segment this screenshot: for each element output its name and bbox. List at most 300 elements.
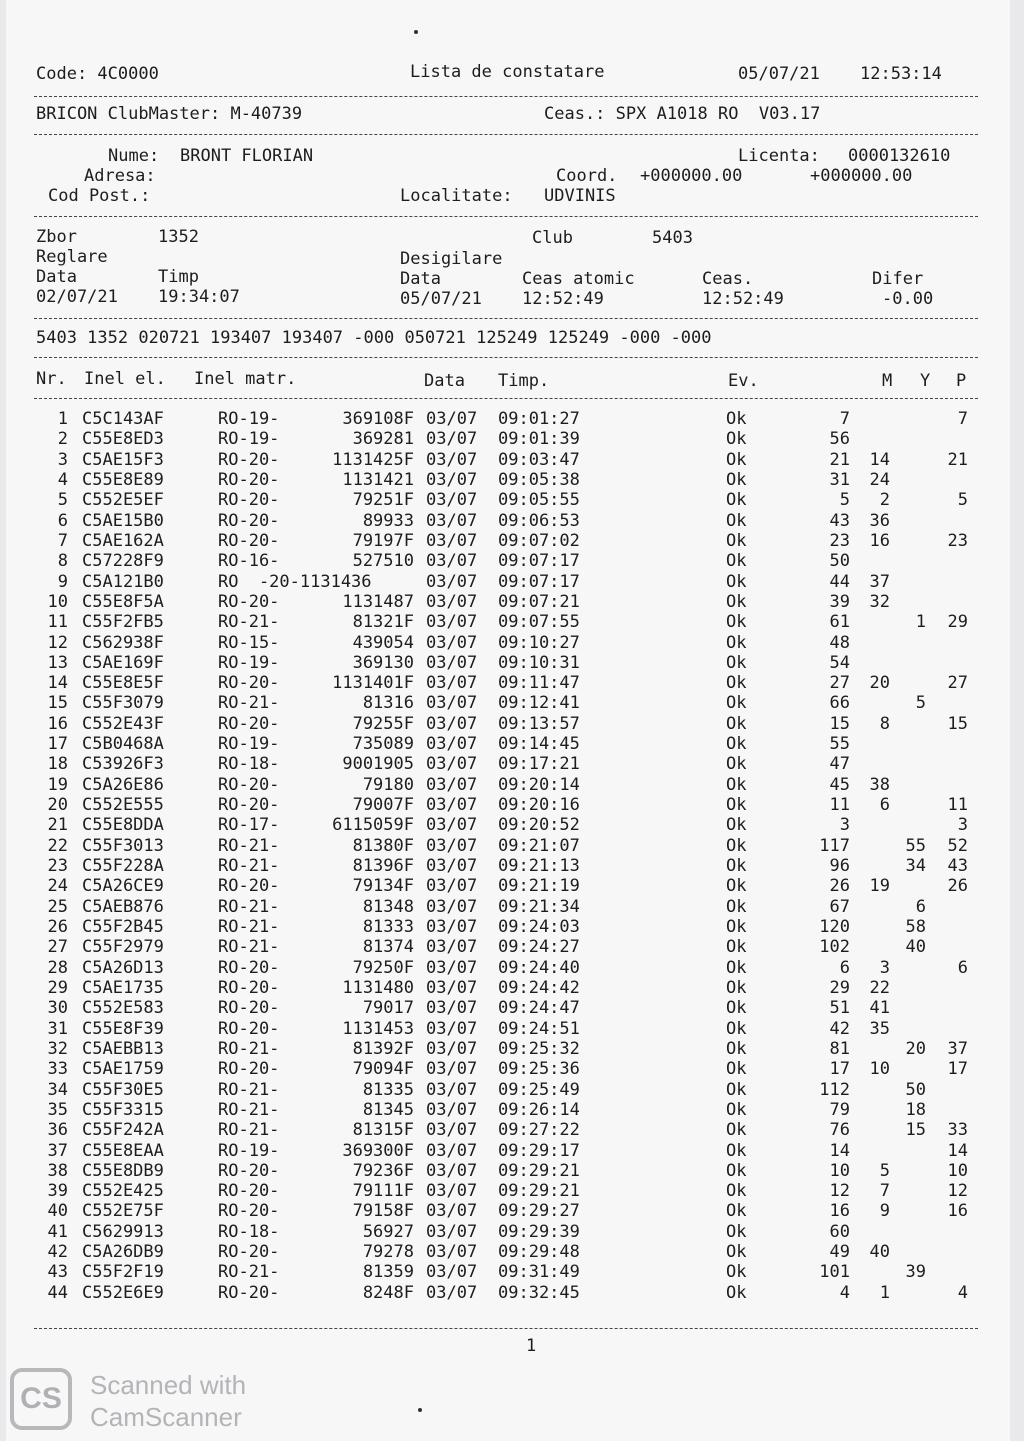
- score-p2: 27: [947, 673, 968, 694]
- arrival-time: 09:24:27: [498, 937, 580, 958]
- data-label: Data: [36, 267, 77, 287]
- table-row: [6, 1100, 1006, 1120]
- ring-number: 89933: [362, 510, 414, 531]
- ring-number: 1131480: [342, 977, 414, 998]
- event-status: Ok: [726, 612, 747, 633]
- score-p2: 29: [947, 612, 968, 633]
- score-p2: 17: [947, 1059, 968, 1080]
- table-row: [6, 1242, 1006, 1262]
- ring-number: 81345: [362, 1099, 414, 1120]
- ring-electronic: C55E8E5F: [82, 673, 164, 694]
- ring-electronic: C5A26D13: [82, 957, 164, 978]
- row-nr: 26: [47, 917, 68, 937]
- arrival-time: 09:01:27: [498, 409, 580, 429]
- ring-electronic: C55F242A: [82, 1120, 164, 1141]
- arrival-time: 09:24:47: [498, 998, 580, 1019]
- desigilare-ceas: 12:52:49: [702, 289, 784, 309]
- arrival-date: 03/07: [426, 591, 478, 612]
- ring-electronic: C552E43F: [82, 713, 164, 734]
- table-row: [6, 917, 1006, 937]
- arrival-date: 03/07: [426, 1242, 478, 1263]
- table-row: [6, 490, 1006, 510]
- timp-label: Timp: [158, 267, 199, 287]
- col-inel-el: Inel el.: [84, 369, 166, 389]
- score-m: 48: [829, 632, 850, 653]
- table-row: [6, 714, 1006, 734]
- ring-electronic: C55E8EAA: [82, 1140, 164, 1161]
- col-ev: Ev.: [728, 371, 759, 391]
- arrival-date: 03/07: [426, 1221, 478, 1242]
- ring-prefix: RO-18-: [218, 754, 280, 775]
- ring-number: 79236F: [352, 1160, 414, 1181]
- score-m: 101: [819, 1262, 850, 1283]
- ring-electronic: C55E8ED3: [82, 429, 164, 450]
- score-m: 15: [829, 713, 850, 734]
- ring-prefix: RO-20-: [218, 673, 280, 694]
- score-p2: 26: [947, 876, 968, 897]
- row-nr: 43: [47, 1262, 68, 1283]
- ring-electronic: C57228F9: [82, 551, 164, 572]
- scanner-text-line1: Scanned with: [90, 1370, 247, 1400]
- event-status: Ok: [726, 1079, 747, 1100]
- arrival-time: 09:21:07: [498, 835, 580, 856]
- arrival-date: 03/07: [426, 896, 478, 917]
- row-nr: 16: [47, 713, 68, 734]
- score-p2: 12: [947, 1181, 968, 1202]
- score-p2: 52: [947, 835, 968, 856]
- ring-prefix: RO-18-: [218, 1221, 280, 1242]
- event-status: Ok: [726, 957, 747, 978]
- score-m: 44: [829, 571, 850, 592]
- arrival-time: 09:05:55: [498, 490, 580, 511]
- ring-number: 79017: [362, 998, 414, 1019]
- score-m: 31: [829, 469, 850, 490]
- score-m: 16: [829, 1201, 850, 1222]
- score-p2: 43: [947, 856, 968, 877]
- ring-electronic: C5A121B0: [82, 571, 164, 592]
- table-row: [6, 1141, 1006, 1161]
- ring-electronic: C5AE1735: [82, 977, 164, 998]
- ring-prefix: RO-21-: [218, 612, 280, 633]
- row-nr: 3: [57, 449, 68, 470]
- row-nr: 44: [47, 1282, 68, 1303]
- arrival-date: 03/07: [426, 998, 478, 1019]
- score-y: 24: [869, 469, 890, 490]
- event-status: Ok: [726, 429, 747, 450]
- table-row: [6, 836, 1006, 856]
- event-status: Ok: [726, 1221, 747, 1242]
- score-m: 61: [829, 612, 850, 633]
- speck: [414, 30, 418, 34]
- score-y: 3: [879, 957, 890, 978]
- ring-electronic: C5A26CE9: [82, 876, 164, 897]
- row-nr: 10: [47, 591, 68, 612]
- score-p2: 16: [947, 1201, 968, 1222]
- codpost-label: Cod Post.:: [48, 186, 151, 206]
- localitate-value: UDVINIS: [544, 186, 616, 206]
- table-row: [6, 795, 1006, 815]
- ring-prefix: RO-15-: [218, 632, 280, 653]
- row-nr: 42: [47, 1242, 68, 1263]
- row-nr: 22: [47, 835, 68, 856]
- arrival-time: 09:24:40: [498, 957, 580, 978]
- ring-prefix: RO-20-: [218, 795, 280, 816]
- arrival-time: 09:21:13: [498, 856, 580, 877]
- score-y: 22: [869, 977, 890, 998]
- score-m: 12: [829, 1181, 850, 1202]
- event-status: Ok: [726, 510, 747, 531]
- score-p2: 15: [947, 713, 968, 734]
- score-p2: 21: [947, 449, 968, 470]
- document-title: Lista de constatare: [410, 62, 605, 82]
- score-y: 36: [869, 510, 890, 531]
- score-p1: 5: [915, 693, 926, 714]
- event-status: Ok: [726, 1099, 747, 1120]
- score-m: 55: [829, 734, 850, 755]
- score-m: 29: [829, 977, 850, 998]
- score-m: 7: [839, 409, 850, 429]
- row-nr: 15: [47, 693, 68, 714]
- row-nr: 29: [47, 977, 68, 998]
- ring-number: 369130: [352, 652, 414, 673]
- arrival-date: 03/07: [426, 1059, 478, 1080]
- arrival-time: 09:07:55: [498, 612, 580, 633]
- ring-number: 81396F: [352, 856, 414, 877]
- ring-prefix: RO-20-: [218, 876, 280, 897]
- arrival-time: 09:05:38: [498, 469, 580, 490]
- table-row: [6, 1283, 1006, 1303]
- ring-number: 81335: [362, 1079, 414, 1100]
- arrival-time: 09:03:47: [498, 449, 580, 470]
- row-nr: 13: [47, 652, 68, 673]
- score-m: 66: [829, 693, 850, 714]
- arrival-date: 03/07: [426, 876, 478, 897]
- score-p1: 6: [915, 896, 926, 917]
- reglare-data: 02/07/21: [36, 287, 118, 307]
- ring-prefix: RO-17-: [218, 815, 280, 836]
- score-p1: 40: [905, 937, 926, 958]
- desigilare-data: 05/07/21: [400, 289, 482, 309]
- score-p1: 55: [905, 835, 926, 856]
- score-p2: 23: [947, 530, 968, 551]
- arrival-date: 03/07: [426, 937, 478, 958]
- row-nr: 17: [47, 734, 68, 755]
- event-status: Ok: [726, 774, 747, 795]
- ring-electronic: C55E8F39: [82, 1018, 164, 1039]
- localitate-label: Localitate:: [400, 186, 513, 206]
- ring-electronic: C5AE1759: [82, 1059, 164, 1080]
- event-status: Ok: [726, 1262, 747, 1283]
- ring-prefix: RO-20-: [218, 490, 280, 511]
- table-row: [6, 1201, 1006, 1221]
- row-nr: 12: [47, 632, 68, 653]
- arrival-time: 09:07:21: [498, 591, 580, 612]
- arrival-date: 03/07: [426, 1262, 478, 1283]
- arrival-date: 03/07: [426, 1018, 478, 1039]
- reglare-timp: 19:34:07: [158, 287, 240, 307]
- event-status: Ok: [726, 1018, 747, 1039]
- arrival-time: 09:25:36: [498, 1059, 580, 1080]
- arrival-date: 03/07: [426, 1120, 478, 1141]
- divider: [34, 357, 978, 358]
- ring-electronic: C5B0468A: [82, 734, 164, 755]
- table-row: [6, 958, 1006, 978]
- score-m: 81: [829, 1038, 850, 1059]
- ring-number: 79197F: [352, 530, 414, 551]
- ring-electronic: C5A26DB9: [82, 1242, 164, 1263]
- arrival-time: 09:25:49: [498, 1079, 580, 1100]
- event-status: Ok: [726, 896, 747, 917]
- table-row: [6, 409, 1006, 429]
- row-nr: 31: [47, 1018, 68, 1039]
- score-m: 42: [829, 1018, 850, 1039]
- table-row: [6, 572, 1006, 592]
- licenta-label: Licenta:: [738, 146, 820, 166]
- table-row: [6, 592, 1006, 612]
- ring-electronic: C5AEBB13: [82, 1038, 164, 1059]
- licenta-value: 0000132610: [848, 146, 951, 166]
- print-date: 05/07/21: [738, 64, 820, 84]
- row-nr: 21: [47, 815, 68, 836]
- ring-prefix: RO-20-: [218, 1018, 280, 1039]
- ring-prefix: RO-20-: [218, 998, 280, 1019]
- row-nr: 25: [47, 896, 68, 917]
- event-status: Ok: [726, 734, 747, 755]
- zbor-label: Zbor: [36, 227, 77, 247]
- ring-electronic: C55F3315: [82, 1099, 164, 1120]
- arrival-time: 09:07:17: [498, 571, 580, 592]
- ring-electronic: C552E425: [82, 1181, 164, 1202]
- row-nr: 5: [57, 490, 68, 511]
- score-y: 16: [869, 530, 890, 551]
- ring-number: 81321F: [352, 612, 414, 633]
- arrival-time: 09:10:31: [498, 652, 580, 673]
- col-timp: Timp.: [498, 371, 550, 391]
- ring-prefix: RO-21-: [218, 1079, 280, 1100]
- arrival-time: 09:29:21: [498, 1160, 580, 1181]
- ring-electronic: C55F2F19: [82, 1262, 164, 1283]
- event-status: Ok: [726, 1201, 747, 1222]
- score-p2: 6: [957, 957, 968, 978]
- row-nr: 7: [57, 530, 68, 551]
- score-m: 76: [829, 1120, 850, 1141]
- coord-label: Coord.: [556, 166, 618, 186]
- arrival-date: 03/07: [426, 429, 478, 450]
- club-label: Club: [532, 228, 573, 248]
- row-nr: 27: [47, 937, 68, 958]
- ring-number: 81315F: [352, 1120, 414, 1141]
- row-nr: 14: [47, 673, 68, 694]
- nume-label: Nume:: [108, 146, 160, 166]
- score-y: 9: [879, 1201, 890, 1222]
- score-y: 5: [879, 1160, 890, 1181]
- score-y: 10: [869, 1059, 890, 1080]
- score-m: 96: [829, 856, 850, 877]
- arrival-date: 03/07: [426, 1282, 478, 1303]
- score-m: 102: [819, 937, 850, 958]
- ring-prefix: RO-21-: [218, 835, 280, 856]
- table-row: [6, 775, 1006, 795]
- score-m: 11: [829, 795, 850, 816]
- score-m: 21: [829, 449, 850, 470]
- arrival-time: 09:20:52: [498, 815, 580, 836]
- event-status: Ok: [726, 1120, 747, 1141]
- divider: [34, 216, 978, 217]
- score-p2: 33: [947, 1120, 968, 1141]
- ring-number: 1131401F: [332, 673, 414, 694]
- score-m: 39: [829, 591, 850, 612]
- coord-x: +000000.00: [640, 166, 743, 186]
- score-p2: 3: [957, 815, 968, 836]
- event-status: Ok: [726, 693, 747, 714]
- event-status: Ok: [726, 754, 747, 775]
- ring-number: 79158F: [352, 1201, 414, 1222]
- arrival-date: 03/07: [426, 856, 478, 877]
- clubmaster-id: BRICON ClubMaster: M-40739: [36, 104, 303, 124]
- summary-line: 5403 1352 020721 193407 193407 -000 050721 125249 125249 -000 -000: [36, 328, 712, 348]
- score-p1: 15: [905, 1120, 926, 1141]
- page-number: 1: [526, 1336, 537, 1356]
- divider: [34, 318, 978, 319]
- arrival-time: 09:20:16: [498, 795, 580, 816]
- ring-number: 1131421: [342, 469, 414, 490]
- arrival-date: 03/07: [426, 815, 478, 836]
- ring-prefix: RO-20-: [218, 469, 280, 490]
- ring-prefix: RO-20-: [218, 1242, 280, 1263]
- score-y: 2: [879, 490, 890, 511]
- divider: [34, 96, 978, 97]
- row-nr: 36: [47, 1120, 68, 1141]
- ring-number: 369108F: [342, 409, 414, 429]
- event-status: Ok: [726, 1181, 747, 1202]
- ring-number: 439054: [352, 632, 414, 653]
- arrival-date: 03/07: [426, 917, 478, 937]
- ring-electronic: C552E75F: [82, 1201, 164, 1222]
- arrival-date: 03/07: [426, 673, 478, 694]
- ring-prefix: RO-20-: [218, 530, 280, 551]
- event-status: Ok: [726, 815, 747, 836]
- owner-name: BRONT FLORIAN: [180, 146, 314, 166]
- arrival-time: 09:13:57: [498, 713, 580, 734]
- arrival-date: 03/07: [426, 1160, 478, 1181]
- event-status: Ok: [726, 937, 747, 958]
- ring-number: 79251F: [352, 490, 414, 511]
- ring-number: 81348: [362, 896, 414, 917]
- ring-prefix: RO-21-: [218, 856, 280, 877]
- arrival-time: 09:29:39: [498, 1221, 580, 1242]
- score-p1: 1: [915, 612, 926, 633]
- row-nr: 19: [47, 774, 68, 795]
- score-p1: 20: [905, 1038, 926, 1059]
- score-p1: 34: [905, 856, 926, 877]
- table-row: [6, 612, 1006, 632]
- score-m: 23: [829, 530, 850, 551]
- arrival-time: 09:29:27: [498, 1201, 580, 1222]
- score-p2: 4: [957, 1282, 968, 1303]
- score-y: 20: [869, 673, 890, 694]
- arrival-time: 09:29:21: [498, 1181, 580, 1202]
- row-nr: 32: [47, 1038, 68, 1059]
- divider: [34, 398, 978, 399]
- table-row: [6, 1019, 1006, 1039]
- ring-number: 1131453: [342, 1018, 414, 1039]
- arrival-date: 03/07: [426, 612, 478, 633]
- difer-value: -0.00: [882, 289, 934, 309]
- table-row: [6, 734, 1006, 754]
- adresa-label: Adresa:: [84, 166, 156, 186]
- arrival-date: 03/07: [426, 632, 478, 653]
- ring-number: 8248F: [362, 1282, 414, 1303]
- event-status: Ok: [726, 998, 747, 1019]
- score-m: 50: [829, 551, 850, 572]
- ring-prefix: RO-20-: [218, 449, 280, 470]
- table-row: [6, 937, 1006, 957]
- ring-number: 527510: [352, 551, 414, 572]
- score-m: 43: [829, 510, 850, 531]
- arrival-time: 09:07:02: [498, 530, 580, 551]
- arrival-time: 09:27:22: [498, 1120, 580, 1141]
- score-y: 7: [879, 1181, 890, 1202]
- ring-number: 81359: [362, 1262, 414, 1283]
- arrival-time: 09:29:17: [498, 1140, 580, 1161]
- ring-electronic: C55F30E5: [82, 1079, 164, 1100]
- ring-prefix: RO-19-: [218, 409, 280, 429]
- ring-electronic: C552E6E9: [82, 1282, 164, 1303]
- row-nr: 6: [57, 510, 68, 531]
- arrival-time: 09:11:47: [498, 673, 580, 694]
- ring-electronic: C55F3079: [82, 693, 164, 714]
- score-p2: 5: [957, 490, 968, 511]
- score-p2: 14: [947, 1140, 968, 1161]
- ring-number: 81380F: [352, 835, 414, 856]
- row-nr: 30: [47, 998, 68, 1019]
- arrival-time: 09:29:48: [498, 1242, 580, 1263]
- score-m: 56: [829, 429, 850, 450]
- row-nr: 11: [47, 612, 68, 633]
- score-p1: 50: [905, 1079, 926, 1100]
- arrival-date: 03/07: [426, 571, 478, 592]
- ring-electronic: C552E5EF: [82, 490, 164, 511]
- row-nr: 38: [47, 1160, 68, 1181]
- arrival-time: 09:31:49: [498, 1262, 580, 1283]
- ring-electronic: C55F2B45: [82, 917, 164, 937]
- event-status: Ok: [726, 977, 747, 998]
- arrival-date: 03/07: [426, 510, 478, 531]
- score-m: 67: [829, 896, 850, 917]
- event-status: Ok: [726, 795, 747, 816]
- arrival-date: 03/07: [426, 977, 478, 998]
- row-nr: 18: [47, 754, 68, 775]
- ring-number: 81316: [362, 693, 414, 714]
- ring-electronic: C55E8E89: [82, 469, 164, 490]
- score-m: 45: [829, 774, 850, 795]
- ring-prefix: RO-20-: [218, 591, 280, 612]
- table-row: [6, 1059, 1006, 1079]
- ring-prefix: RO-21-: [218, 1120, 280, 1141]
- ring-prefix: RO-19-: [218, 652, 280, 673]
- score-m: 79: [829, 1099, 850, 1120]
- arrival-time: 09:01:39: [498, 429, 580, 450]
- data-label: Data: [400, 269, 441, 289]
- ring-prefix: RO-21-: [218, 896, 280, 917]
- ring-electronic: C55E8DB9: [82, 1160, 164, 1181]
- ring-electronic: C53926F3: [82, 754, 164, 775]
- table-row: [6, 653, 1006, 673]
- ring-electronic: C5AE169F: [82, 652, 164, 673]
- event-status: Ok: [726, 409, 747, 429]
- arrival-time: 09:24:03: [498, 917, 580, 937]
- table-row: [6, 673, 1006, 693]
